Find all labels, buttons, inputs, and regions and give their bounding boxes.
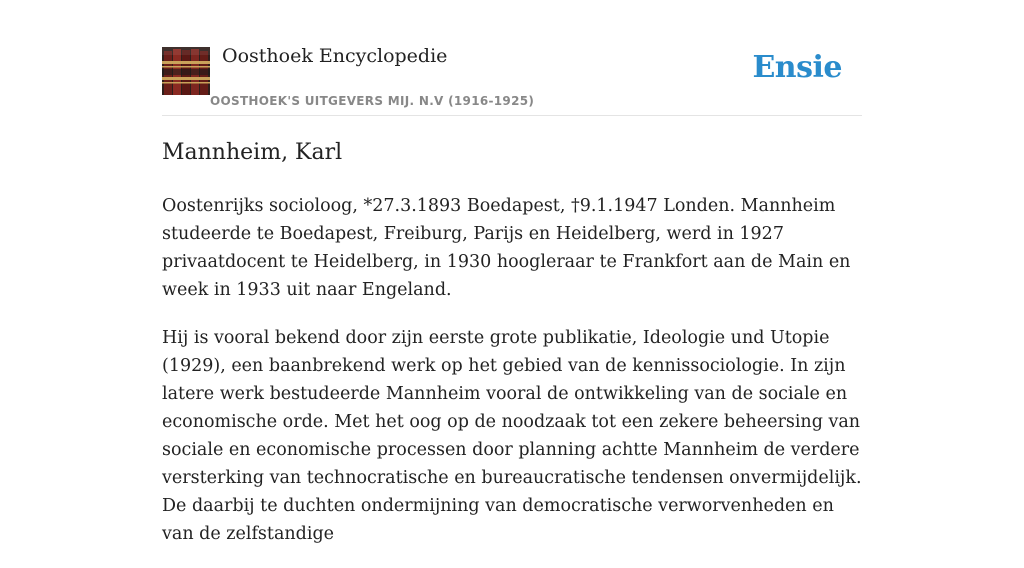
avatar[interactable] [162, 47, 210, 95]
article-title: Mannheim, Karl [162, 140, 343, 165]
source-name[interactable]: Oosthoek Encyclopedie [222, 45, 448, 67]
source-subtitle: OOSTHOEK'S UITGEVERS MIJ. N.V (1916-1925) [210, 94, 535, 108]
source-header [162, 0, 862, 116]
ensie-logo[interactable]: Ensie [752, 50, 842, 85]
book-spines-icon [162, 47, 210, 95]
article-body [162, 192, 862, 568]
article-paragraph: Hij is vooral bekend door zijn eerste grote publikatie, Ideologie und Utopie (1929), een baanbrekend werk op het gebied van de kennissociologie. In zijn latere werk bestudeerde Mannheim vooral de ontwikkeling van de sociale en economische orde. Met het oog op de noodzaak tot een zekere beheersing van sociale en economische processen door planning achtte Mannheim de verdere versterking van technocratische en bureaucratische tendensen onvermijdelijk. De daarbij te duchten ondermijning van democratische verworvenheden en van de zelfstandige [162, 328, 862, 544]
article-paragraph: Oostenrijks socioloog, *27.3.1893 Boedapest, †9.1.1947 Londen. Mannheim studeerde te Boedapest, Freiburg, Parijs en Heidelberg, werd in 1927 privaatdocent te Heidelberg, in 1930 hoogleraar te Frankfort aan de Main en week in 1933 uit naar Engeland. [162, 196, 851, 300]
